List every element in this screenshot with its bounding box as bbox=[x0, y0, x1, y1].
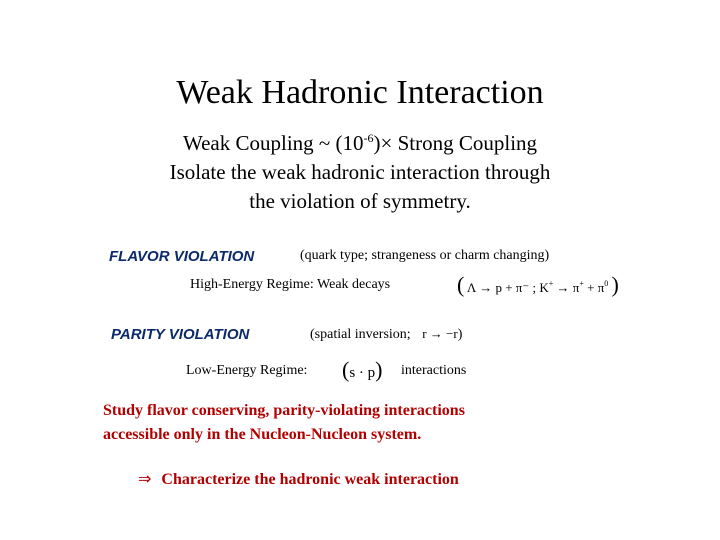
coupling-exponent: -6 bbox=[363, 131, 374, 145]
pion-plus: π bbox=[572, 280, 580, 295]
vector-r: r bbox=[422, 326, 427, 341]
operator-text: s · p bbox=[349, 365, 376, 381]
coupling-line bbox=[110, 129, 610, 158]
flavor-violation-heading: FLAVOR VIOLATION bbox=[109, 248, 255, 265]
pion-zero-charge: 0 bbox=[604, 279, 609, 288]
implies-arrow-icon: ⇒ bbox=[138, 469, 152, 488]
low-energy-regime: Low-Energy Regime: bbox=[186, 363, 308, 378]
study-line-2: accessible only in the Nucleon-Nucleon system. bbox=[103, 426, 422, 443]
interactions-label: interactions bbox=[401, 363, 467, 378]
parity-note bbox=[310, 326, 462, 343]
separator: ; bbox=[532, 280, 537, 295]
pion-plus-charge: + bbox=[579, 279, 584, 288]
conclusion-text: Characterize the hadronic weak interaction bbox=[161, 471, 459, 488]
study-line-1: Study flavor conserving, parity-violating interactions bbox=[103, 402, 465, 419]
parity-note-open: (spatial inversion; bbox=[310, 327, 411, 342]
decay-equations bbox=[457, 272, 619, 300]
coupling-text-a: Weak Coupling ~ (10 bbox=[182, 131, 364, 155]
flavor-note: (quark type; strangeness or charm changing) bbox=[300, 248, 550, 263]
parity-transform bbox=[422, 326, 458, 341]
kaon-charge: + bbox=[548, 279, 554, 288]
pion-zero: + π bbox=[587, 280, 605, 295]
conclusion bbox=[138, 469, 459, 489]
page-title: Weak Hadronic Interaction bbox=[176, 74, 544, 111]
kaon-symbol: K bbox=[539, 280, 549, 295]
lambda-products: p + π⁻ bbox=[495, 280, 530, 295]
open-paren: ( bbox=[457, 272, 465, 297]
coupling-text-b: )× Strong Coupling bbox=[373, 131, 538, 155]
spin-momentum-operator bbox=[342, 357, 383, 383]
operator-open-paren: ( bbox=[342, 357, 350, 382]
parity-violation-heading: PARITY VIOLATION bbox=[111, 326, 250, 343]
symmetry-line: the violation of symmetry. bbox=[249, 189, 471, 213]
study-statement bbox=[103, 399, 465, 447]
arrow-icon: → bbox=[479, 280, 493, 295]
operator-close-paren: ) bbox=[375, 357, 383, 382]
isolate-line: Isolate the weak hadronic interaction through bbox=[169, 160, 551, 184]
intro-block bbox=[110, 129, 610, 216]
vector-minus-r: −r bbox=[446, 326, 458, 341]
arrow-icon-2: → bbox=[556, 280, 570, 295]
lambda-symbol: Λ bbox=[466, 280, 476, 295]
high-energy-regime: High-Energy Regime: Weak decays bbox=[190, 277, 391, 292]
close-paren: ) bbox=[611, 272, 619, 297]
parity-arrow-icon: → bbox=[429, 326, 443, 341]
parity-note-close: ) bbox=[457, 327, 463, 342]
